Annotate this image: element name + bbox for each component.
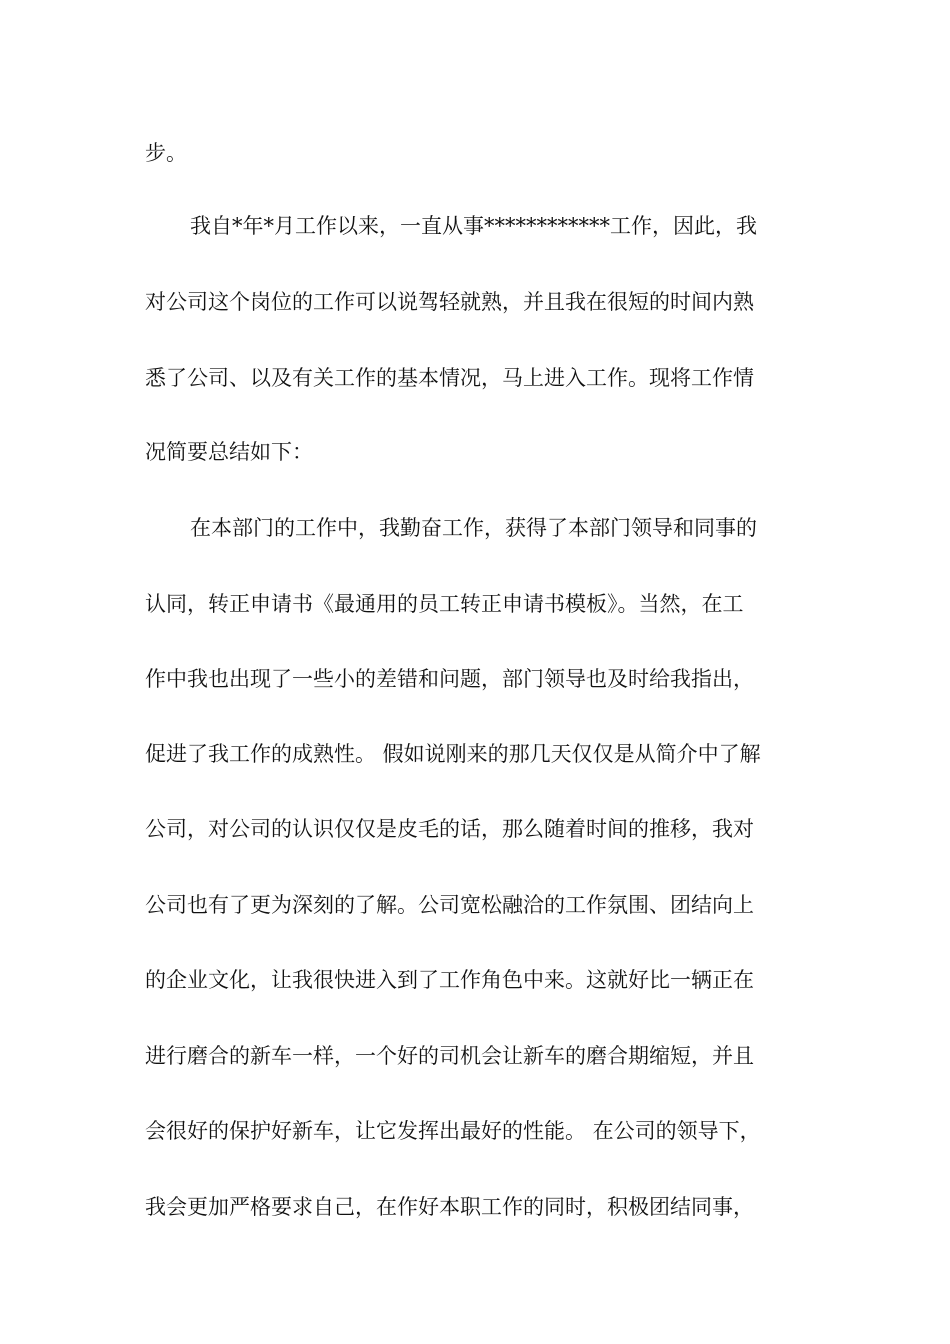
text-line: 的企业文化，让我很快进入到了工作角色中来。这就好比一辆正在	[145, 968, 754, 992]
text-line: 公司，对公司的认识仅仅是皮毛的话，那么随着时间的推移，我对	[145, 817, 754, 841]
text-line: 进行磨合的新车一样，一个好的司机会让新车的磨合期缩短，并且	[145, 1044, 754, 1068]
text-line: 悉了公司、以及有关工作的基本情况，马上进入工作。现将工作情	[145, 366, 754, 390]
text-line: 公司也有了更为深刻的了解。公司宽松融洽的工作氛围、团结向上	[145, 893, 754, 917]
text-line: 况简要总结如下：	[145, 440, 313, 464]
text-line: 会很好的保护好新车，让它发挥出最好的性能。 在公司的领导下，	[145, 1119, 761, 1143]
text-line: 促进了我工作的成熟性。 假如说刚来的那几天仅仅是从简介中了解	[145, 742, 761, 766]
text-line: 我自*年*月工作以来，一直从事************工作，因此，我	[190, 214, 757, 238]
text-line: 在本部门的工作中，我勤奋工作，获得了本部门领导和同事的	[190, 516, 757, 540]
text-line: 步。	[145, 141, 187, 165]
text-line: 对公司这个岗位的工作可以说驾轻就熟，并且我在很短的时间内熟	[145, 290, 754, 314]
text-line: 认同，转正申请书《最通用的员工转正申请书模板》。当然，在工	[145, 592, 744, 616]
text-line: 我会更加严格要求自己，在作好本职工作的同时，积极团结同事，	[145, 1195, 754, 1219]
text-line: 作中我也出现了一些小的差错和问题，部门领导也及时给我指出，	[145, 667, 754, 691]
